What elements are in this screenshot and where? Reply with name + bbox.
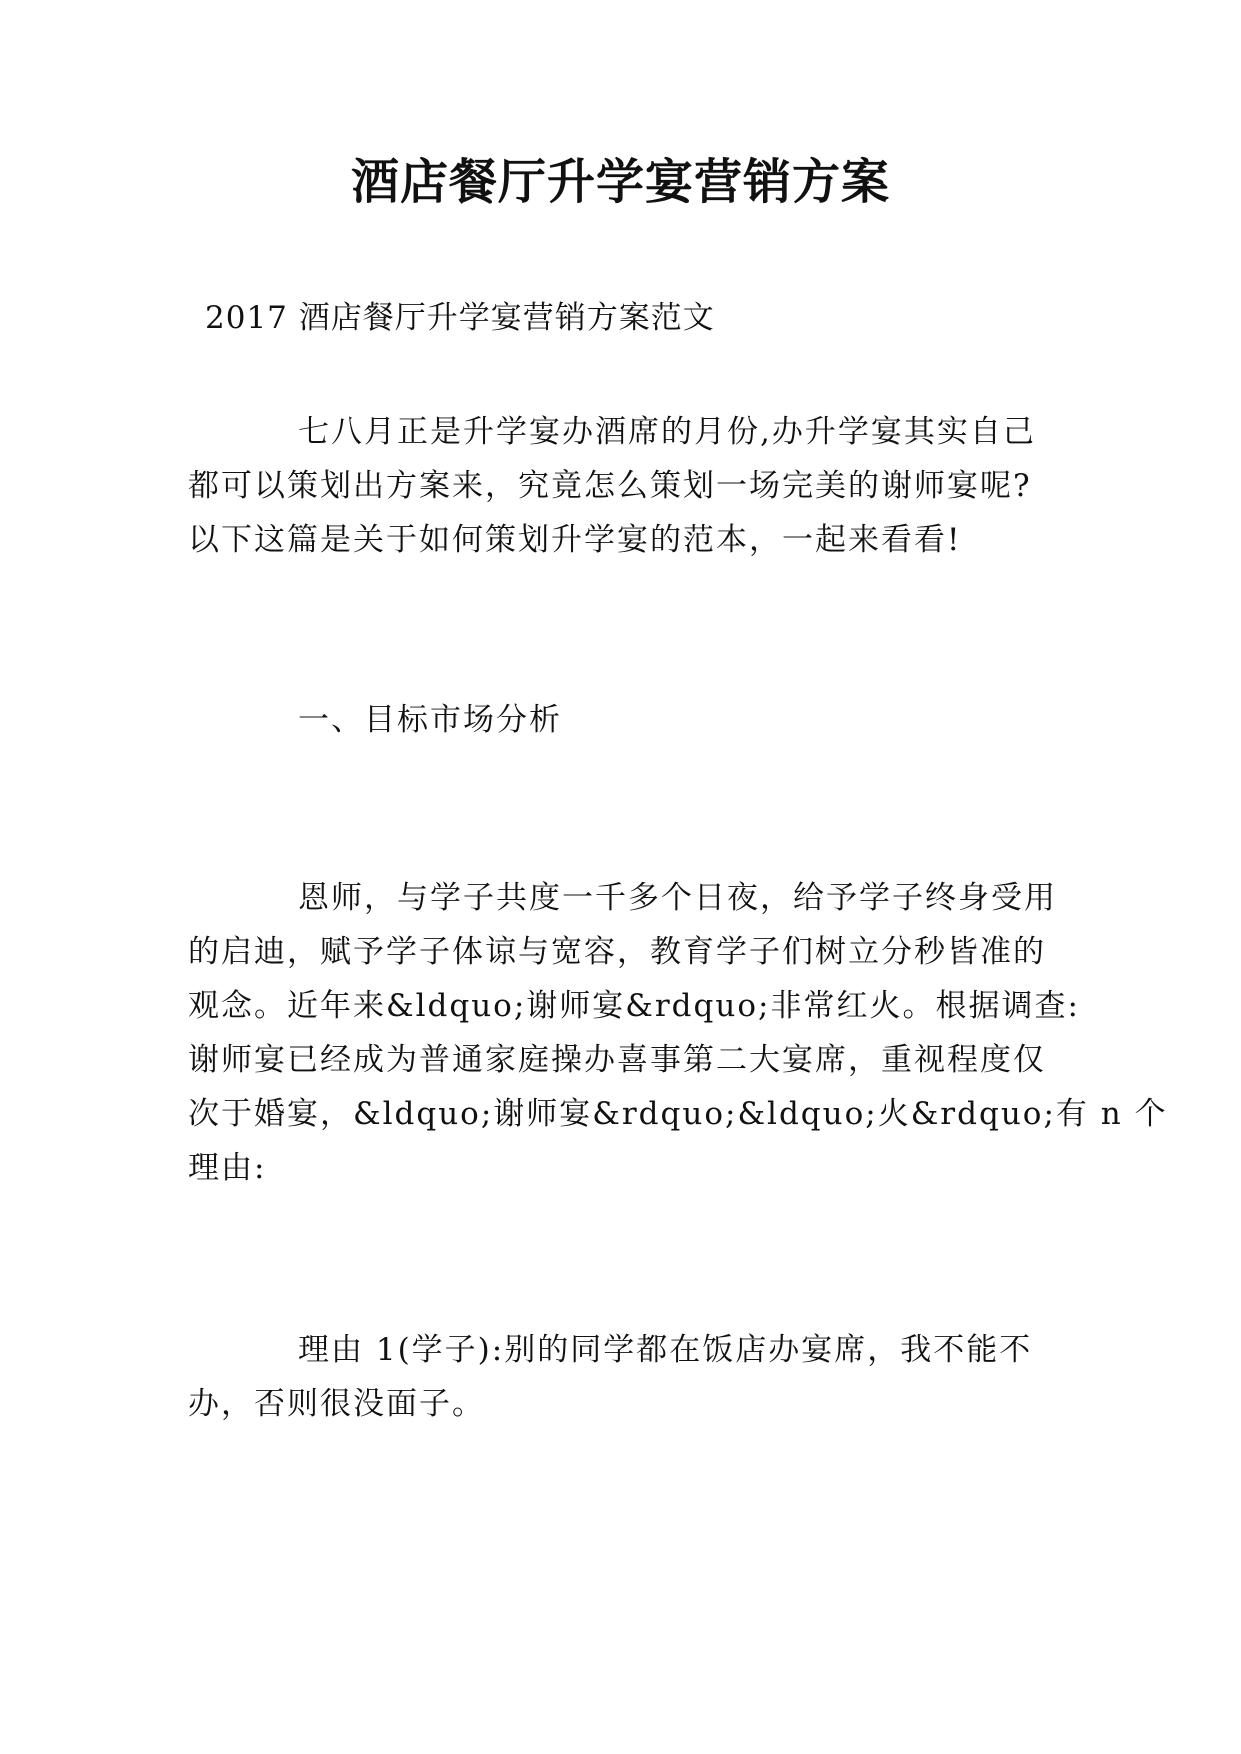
intro-line: 都可以策划出方案来，究竟怎么策划一场完美的谢师宴呢? — [188, 468, 1032, 504]
document-title: 酒店餐厅升学宴营销方案 — [350, 154, 890, 210]
reason-line: 办，否则很没面子。 — [188, 1386, 485, 1422]
reason-line: 理由 1(学子):别的同学都在饭店办宴席，我不能不 — [298, 1332, 1033, 1368]
document-subtitle: 2017 酒店餐厅升学宴营销方案范文 — [205, 300, 715, 336]
paragraph-line: 谢师宴已经成为普通家庭操办喜事第二大宴席，重视程度仅 — [188, 1042, 1046, 1078]
paragraph-line: 观念。近年来&ldquo;谢师宴&rdquo;非常红火。根据调查: — [188, 988, 1080, 1024]
intro-line: 以下这篇是关于如何策划升学宴的范本，一起来看看! — [188, 522, 962, 558]
section-heading: 一、目标市场分析 — [298, 702, 562, 738]
paragraph-line: 次于婚宴，&ldquo;谢师宴&rdquo;&ldquo;火&rdquo;有 n 个 — [188, 1096, 1168, 1132]
paragraph-line: 的启迪，赋予学子体谅与宽容，教育学子们树立分秒皆准的 — [188, 934, 1046, 970]
paragraph-line: 恩师，与学子共度一千多个日夜，给予学子终身受用 — [298, 880, 1057, 916]
intro-line: 七八月正是升学宴办酒席的月份,办升学宴其实自己 — [298, 414, 1036, 450]
paragraph-line: 理由: — [188, 1150, 267, 1186]
